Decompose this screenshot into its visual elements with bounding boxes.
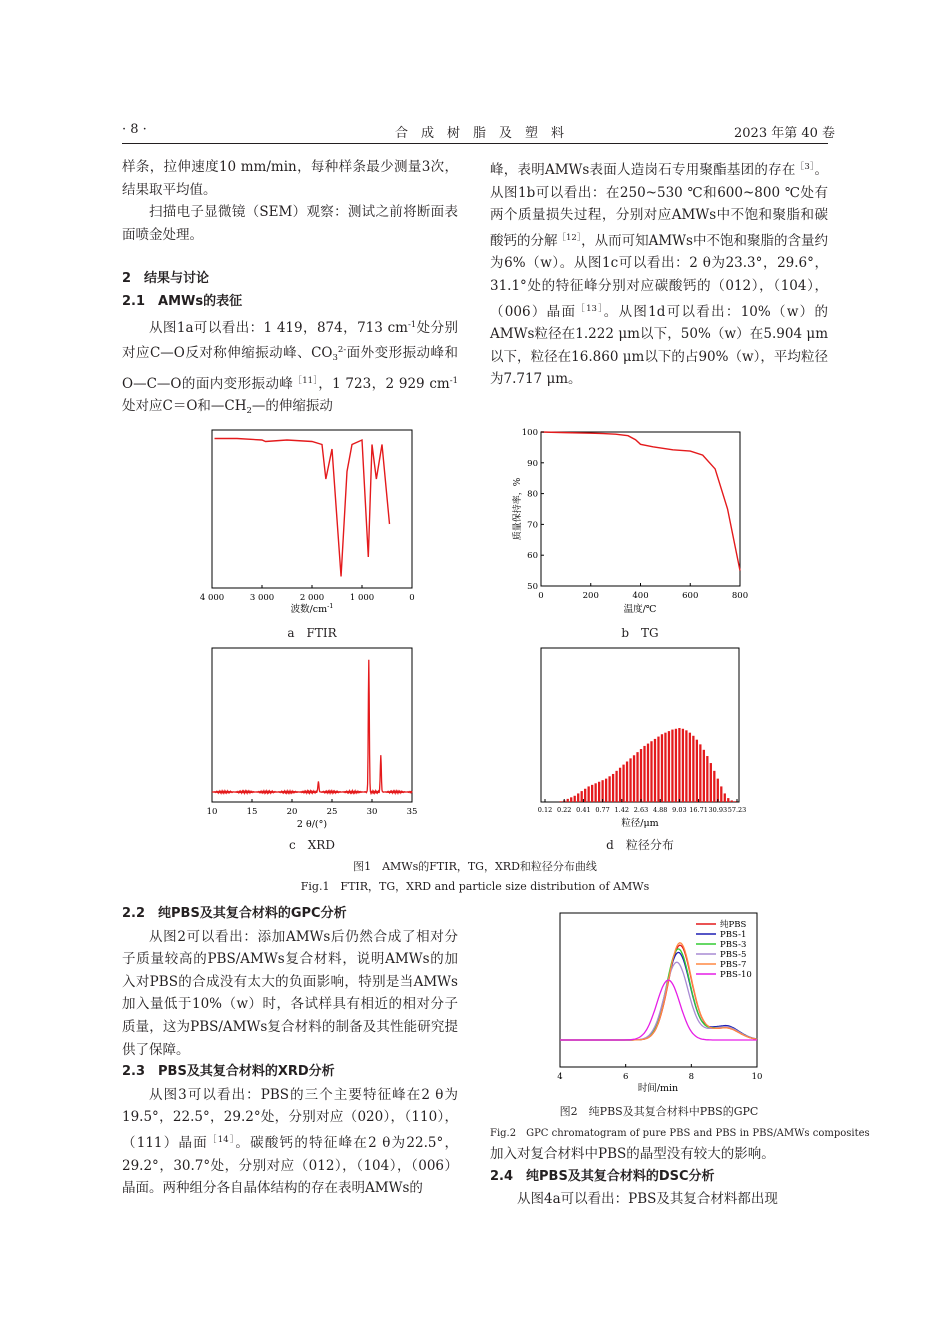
xrd-xlabel: 2 θ/(°) [296, 819, 328, 830]
x-tick-label: 0.12 [537, 806, 553, 814]
x-tick-label: 2.63 [633, 806, 649, 814]
x-tick-label: 0.41 [576, 806, 591, 814]
y-tick-label: 80 [527, 489, 538, 500]
x-tick-label: 35 [406, 807, 418, 817]
x-tick-label: 800 [731, 591, 749, 601]
fig2-caption-cn: 图2 纯PBS及其复合材料中PBS的GPC [559, 1105, 759, 1118]
psd-xlabel: 粒径/μm [621, 818, 659, 829]
y-tick-label: 90 [527, 458, 538, 469]
subsection-heading: 2.2 纯PBS及其复合材料的GPC分析 [122, 906, 347, 921]
x-tick-label: 600 [682, 591, 699, 601]
gpc-legend [696, 919, 752, 980]
gpc-xlabel: 时间/min [637, 1083, 679, 1094]
x-tick-label: 20 [286, 807, 298, 817]
x-tick-label: 57.23 [727, 806, 747, 814]
x-tick-label: 15 [246, 807, 258, 817]
fig1d-caption: d 粒径分布 [606, 838, 674, 852]
x-tick-label: 25 [326, 807, 338, 817]
gpc-series-line [560, 980, 757, 1040]
x-tick-label: 400 [632, 591, 649, 601]
paragraph: 从图2可以看出：添加AMWs后仍然合成了相对分子质量较高的PBS/AMWs复合材料，说明AMWs的加入对PBS的合成没有太大的负面影响，特别是当AMWs加入量低于10%（w）时，各试样具有相近的相对分子质量，这为PBS/AMWs复合材料的制备及其性能研究提供了保障。 [122, 928, 458, 1058]
subsection-heading: 2.3 PBS及其复合材料的XRD分析 [122, 1064, 335, 1080]
x-tick-label: 8 [688, 1072, 695, 1082]
tg-ylabel: 质量保持率，% [513, 477, 523, 541]
paragraph: 从图1a可以看出：1 419，874，713 $cm^{-1}$处分别对应C—O反对称伸缩振动峰、$CO_3^{2-}$面外变形振动峰和O—C—O的面内变形振动峰$^{[11]}$，1 723，2 929 $cm^{-1}$处对应C＝O和$—CH_2—$的伸缩振动 [122, 319, 459, 417]
issue-label: 2023 年第 40 卷 [734, 126, 836, 141]
subsection-heading: 2.1 AMWs的表征 [122, 293, 243, 309]
gpc-legend-label: PBS-5 [720, 950, 747, 960]
paragraph: 从图3可以看出：PBS的三个主要特征峰在2 θ为19.5°，22.5°，29.2°处，分别对应（020），（110），（111）晶面$^{[14]}$。碳酸钙的特征峰在2 θ为22.5°，29.2°，30.7°处，分别对应（012），（104），（006）晶面。两种组分各自晶体结构的存在表明AMWs的 [122, 1086, 458, 1197]
fig1b-caption: b TG [621, 626, 659, 640]
x-tick-label: 16.71 [689, 806, 708, 814]
paragraph: 峰，表明AMWs表面人造岗石专用聚酯基团的存在$^{[3]}$。从图1b可以看出：在250~530 ℃和600~800 ℃处有两个质量损失过程，分别对应AMWs中不饱和聚脂和碳酸钙的分解$^{[12]}$，从而可知AMWs中不饱和聚脂的含量约为6%（w）。从图1c可以看出：2 θ为23.3°，29.6°，31.1°处的特征峰分别对应碳酸钙的（012），（104），（006）晶面$^{[13]}$。从图1d可以看出：10%（w）的AMWs粒径在1.222 μm以下，50%（w）在5.904 μm以下，粒径在16.860 μm以下的占90%（w），平均粒径为7.717 μm。 [490, 162, 828, 388]
paragraph: 扫描电子显微镜（SEM）观察：测试之前将断面表面喷金处理。 [122, 204, 458, 243]
x-tick-label: 6 [622, 1072, 629, 1082]
x-tick-label: 0.22 [556, 806, 572, 814]
x-tick-label: 1.42 [614, 806, 630, 814]
x-tick-label: 30 [366, 807, 378, 817]
x-tick-label: 0.77 [595, 806, 610, 814]
journal-title: 合 成 树 脂 及 塑 料 [395, 126, 565, 141]
fig1c-caption: c XRD [289, 838, 335, 852]
x-tick-label: 4.88 [652, 806, 668, 814]
paragraph: 样条，拉伸速度10 mm/min，每种样条最少测量3次，结果取平均值。 [122, 159, 458, 198]
x-tick-label: 4 [557, 1072, 563, 1082]
x-tick-label: 200 [582, 591, 599, 601]
x-tick-label: 10 [206, 807, 218, 817]
fig1-caption-en: Fig.1 FTIR，TG，XRD and particle size distribution of AMWs [300, 880, 650, 893]
lower-right-column [490, 1143, 828, 1211]
gpc-legend-label: PBS-1 [720, 930, 747, 940]
x-tick-label: 2 000 [299, 593, 325, 603]
subsection-heading: 2.4 纯PBS及其复合材料的DSC分析 [490, 1168, 715, 1184]
x-tick-label: 0 [409, 593, 415, 603]
page-number: · 8 · [122, 122, 147, 137]
x-tick-label: 1 000 [349, 593, 375, 603]
x-tick-label: 10 [751, 1072, 763, 1082]
y-tick-label: 100 [521, 428, 538, 438]
paragraph: 从图4a可以看出：PBS及其复合材料都出现 [517, 1191, 778, 1208]
x-tick-label: 9.03 [672, 806, 687, 814]
y-tick-label: 50 [527, 582, 538, 592]
fig2-caption-en: Fig.2 GPC chromatogram of pure PBS and PBS in PBS/AMWs composites [490, 1128, 870, 1139]
x-tick-label: 3 000 [249, 593, 275, 603]
x-tick-label: 0 [538, 591, 544, 601]
tg-xlabel: 温度/℃ [623, 604, 657, 615]
gpc-legend-label: PBS-10 [720, 970, 752, 980]
ftir-xlabel: 波数$/cm^{-1}$ [290, 602, 334, 615]
x-tick-label: 4 000 [199, 593, 225, 603]
gpc-legend-label: 纯PBS [720, 920, 747, 930]
gpc-legend-label: PBS-3 [720, 940, 747, 950]
x-tick-label: 30.93 [708, 806, 728, 814]
gpc-legend-label: PBS-7 [720, 960, 747, 970]
section-heading: 2 结果与讨论 [122, 271, 210, 287]
y-tick-label: 70 [527, 520, 538, 531]
fig1a-caption: a FTIR [287, 626, 337, 640]
y-tick-label: 60 [527, 551, 538, 562]
paragraph: 加入对复合材料中PBS的晶型没有较大的影响。 [490, 1146, 775, 1162]
fig1-caption-cn: 图1 AMWs的FTIR，TG，XRD和粒径分布曲线 [353, 860, 597, 873]
